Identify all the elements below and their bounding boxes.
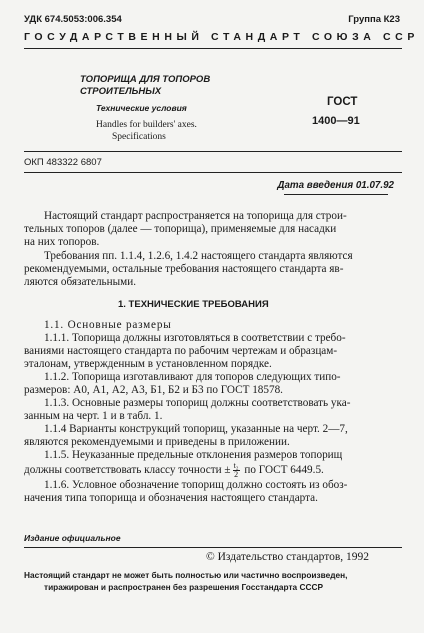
gost-label: ГОСТ <box>327 96 358 108</box>
okp-rule <box>24 172 402 173</box>
footer-rule <box>24 547 402 548</box>
title-line1: ТОПОРИЩА ДЛЯ ТОПОРОВ <box>80 74 211 85</box>
title-english-line1: Handles for builders' axes. <box>96 120 197 130</box>
requirements-line1: Требования пп. 1.1.4, 1.2.6, 1.4.2 настоящего стандарта являются <box>44 250 353 262</box>
s115-line1: 1.1.5. Неуказанные предельные отклонения размеров топорищ <box>44 449 343 461</box>
reproduction-notice-line2: тиражирован и распространен без разрешения Госстандарта СССР <box>44 582 323 592</box>
s112-line2: размеров: А0, А1, А2, А3, Б1, Б2 и Б3 по ГОСТ 18578. <box>24 384 283 396</box>
s115-text-pre: должны соответствовать классу точности ± <box>24 464 231 477</box>
tolerance-fraction <box>233 462 240 479</box>
scope-line1: Настоящий стандарт распространяется на топорища для строи- <box>44 210 347 222</box>
requirements-line3: ляются обязательными. <box>24 276 137 288</box>
okp-code: ОКП 483322 6807 <box>24 157 102 168</box>
state-standard-banner: ГОСУДАРСТВЕННЫЙ СТАНДАРТ СОЮЗА ССР <box>24 31 419 43</box>
date-underline <box>284 194 388 195</box>
s116-line1: 1.1.6. Условное обозначение топорищ должно состоять из обоз- <box>44 479 348 491</box>
official-edition: Издание официальное <box>24 533 121 543</box>
s115-line2 <box>24 462 324 479</box>
fraction-numerator: t₂ <box>233 461 239 470</box>
gost-number: 1400—91 <box>312 115 360 127</box>
s113-line2: занным на черт. 1 и в табл. 1. <box>24 410 163 422</box>
title-rule <box>24 151 402 152</box>
s11-label: 1.1. Основные размеры <box>44 319 172 331</box>
s115-text-post: по ГОСТ 6449.5. <box>241 464 324 477</box>
s111-line3: эталонам, утвержденным в установленном порядке. <box>24 358 272 370</box>
section1-heading: 1. ТЕХНИЧЕСКИЕ ТРЕБОВАНИЯ <box>118 299 269 310</box>
reproduction-notice-line1: Настоящий стандарт не может быть полностью или частично воспроизведен, <box>24 570 348 580</box>
s111-line2: ваниями настоящего стандарта по рабочим чертежам и образцам- <box>24 345 338 357</box>
group-code: Группа К23 <box>348 14 400 25</box>
udk-code: УДК 674.5053:006.354 <box>24 14 122 25</box>
requirements-line2: рекомендуемыми, остальные требования настоящего стандарта яв- <box>24 263 344 275</box>
s116-line2: начения типа топорища и обозначения настоящего стандарта. <box>24 492 318 504</box>
scope-line2: тельных топоров (далее — топорища), применяемые для насадки <box>24 223 337 235</box>
s114-line2: являются рекомендуемыми и приведены в приложении. <box>24 436 290 448</box>
s112-line1: 1.1.2. Топорища изготавливают для топоров следующих типо- <box>44 371 341 383</box>
s113-line1: 1.1.3. Основные размеры топорищ должны соответствовать ука- <box>44 397 351 409</box>
title-english-line2: Specifications <box>112 132 166 142</box>
header-rule <box>24 48 402 49</box>
s111-line1: 1.1.1. Топорища должны изготовляться в соответствии с требо- <box>44 332 346 344</box>
copyright: © Издательство стандартов, 1992 <box>206 551 370 563</box>
introduction-date: Дата введения 01.07.92 <box>277 180 394 191</box>
title-line2: СТРОИТЕЛЬНЫХ <box>80 86 162 97</box>
s114-line1: 1.1.4 Варианты конструкций топорищ, указанные на черт. 2—7, <box>44 423 348 435</box>
fraction-denominator: 2 <box>234 470 239 479</box>
scope-line3: на них топоров. <box>24 236 100 248</box>
title-subtitle: Технические условия <box>96 103 187 113</box>
